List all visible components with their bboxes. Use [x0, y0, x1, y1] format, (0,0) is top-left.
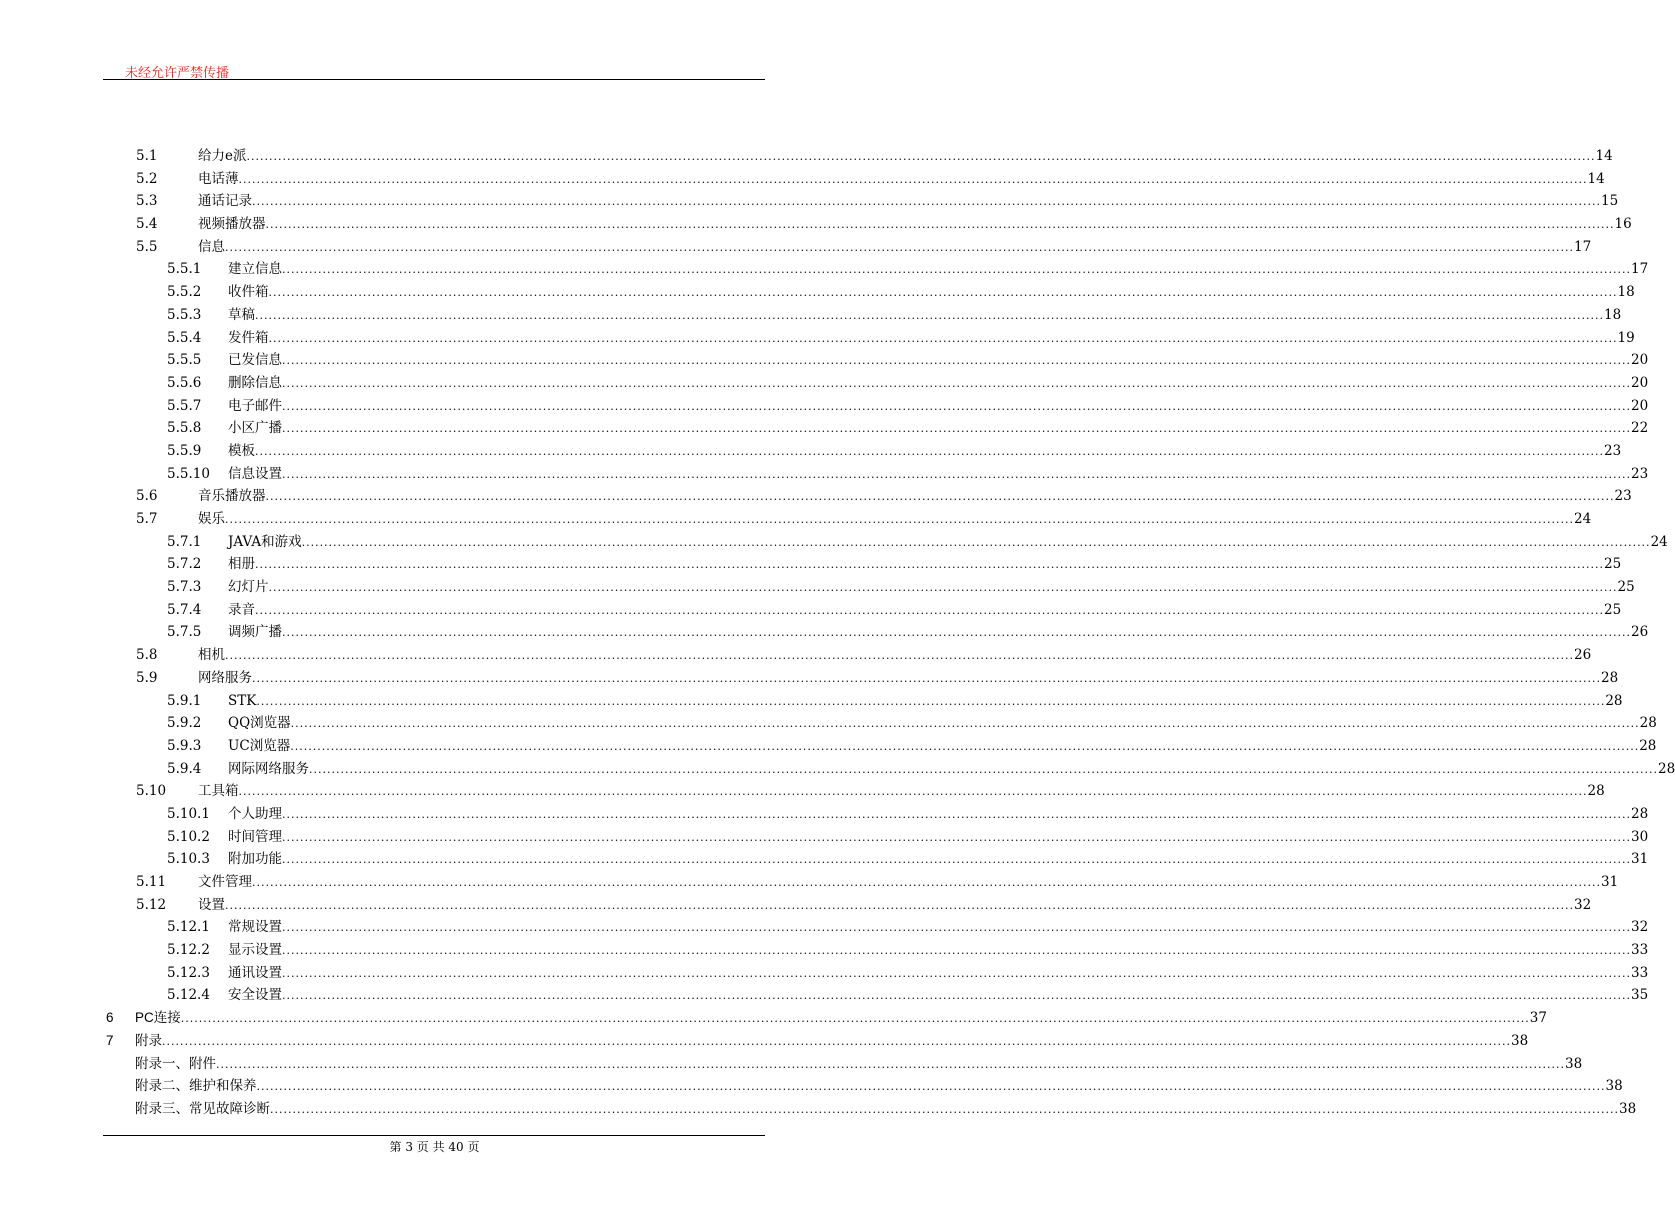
- toc-entry-page: 23: [1614, 488, 1632, 505]
- toc-entry-number: 5.7.2: [167, 556, 202, 573]
- toc-entry-title: 附录: [135, 1032, 162, 1048]
- toc-entry-page: 17: [1573, 238, 1592, 255]
- toc-entry-number: 5.5.4: [167, 329, 202, 346]
- toc-dot-leader: ............................................................................................................................................................................................................................................................................................................: [238, 172, 1588, 186]
- toc-entry-title: 幻灯片: [228, 579, 269, 596]
- toc-dot-leader: ............................................................................................................................................................................................................................................................................................................: [162, 1034, 1511, 1048]
- toc-entry-number: 5.12.4: [167, 987, 210, 1004]
- toc-entry[interactable]: [0, 236, 1592, 259]
- toc-entry-title: 收件箱: [228, 284, 269, 301]
- page-footer-text: 第 3 页 共 40 页: [389, 1140, 480, 1154]
- toc-entry-page: 38: [1605, 1078, 1623, 1095]
- toc-entry-title-line: [228, 962, 1649, 986]
- toc-dot-leader: ............................................................................................................................................................................................................................................................................................................: [255, 308, 1604, 322]
- toc-entry[interactable]: [0, 667, 1619, 690]
- toc-entry[interactable]: [0, 916, 1649, 939]
- toc-entry-page: 23: [1630, 465, 1649, 482]
- toc-dot-leader: ............................................................................................................................................................................................................................................................................................................: [225, 649, 1574, 663]
- toc-entry-number: 5.12.2: [167, 942, 210, 959]
- toc-dot-leader: ............................................................................................................................................................................................................................................................................................................: [225, 513, 1574, 526]
- toc-entry-title-line: [228, 599, 1622, 623]
- toc-entry-page: 25: [1603, 556, 1622, 573]
- toc-entry-page: 28: [1639, 715, 1657, 732]
- toc-entry[interactable]: [0, 644, 1592, 667]
- toc-entry-title-line: [198, 145, 1613, 169]
- toc-entry[interactable]: [0, 690, 1623, 713]
- toc-entry-page: 38: [1618, 1100, 1637, 1117]
- toc-entry-page: 26: [1630, 624, 1649, 641]
- toc-entry-title-line: [198, 236, 1592, 260]
- toc-entry-title: 音乐播放器: [198, 488, 266, 505]
- toc-dot-leader: ............................................................................................................................................................................................................................................................................................................: [268, 581, 1618, 595]
- toc-entry-title: 视频播放器: [198, 216, 266, 233]
- toc-dot-leader: ............................................................................................................................................................................................................................................................................................................: [246, 150, 1596, 163]
- toc-entry-title: 已发信息: [228, 352, 282, 369]
- toc-dot-leader: ............................................................................................................................................................................................................................................................................................................: [282, 853, 1631, 867]
- toc-entry-page: 14: [1595, 148, 1613, 164]
- toc-entry-title: 信息: [198, 238, 225, 255]
- toc-entry-number: 6: [106, 1010, 114, 1026]
- toc-entry-page: 24: [1650, 533, 1668, 550]
- toc-entry-number: 5.9.2: [167, 715, 202, 732]
- toc-entry-page: 17: [1630, 261, 1649, 278]
- toc-entry[interactable]: [0, 1075, 1623, 1098]
- toc-entry-number: 5.10: [136, 783, 167, 800]
- toc-entry-number: 5.7: [136, 511, 158, 527]
- toc-entry-title: 电话薄: [198, 170, 239, 187]
- toc-entry-title-line: [198, 871, 1619, 895]
- toc-dot-leader: ............................................................................................................................................................................................................................................................................................................: [255, 444, 1604, 458]
- toc-entry-title: 相册: [228, 556, 255, 573]
- toc-entry-title: 小区广播: [228, 420, 282, 437]
- toc-entry-title: 调频广播: [228, 624, 282, 641]
- toc-entry-title-line: [198, 644, 1592, 668]
- toc-entry-title-line: [198, 485, 1632, 509]
- toc-entry[interactable]: [0, 803, 1649, 826]
- toc-entry-number: 5.1: [136, 148, 158, 164]
- toc-entry[interactable]: [0, 553, 1622, 576]
- toc-dot-leader: ............................................................................................................................................................................................................................................................................................................: [238, 785, 1588, 799]
- toc-entry-number: 5.5.3: [167, 306, 202, 323]
- toc-entry-title-line: [228, 258, 1649, 282]
- toc-dot-leader: ............................................................................................................................................................................................................................................................................................................: [282, 944, 1631, 958]
- toc-entry-number: 5.5: [136, 238, 158, 255]
- toc-dot-leader: ............................................................................................................................................................................................................................................................................................................: [268, 331, 1618, 345]
- toc-entry[interactable]: [0, 1030, 1529, 1053]
- toc-entry-title-line: [228, 553, 1622, 577]
- toc-entry-title-line: [198, 168, 1605, 192]
- toc-entry-number: 5.5.2: [167, 284, 202, 301]
- toc-dot-leader: ............................................................................................................................................................................................................................................................................................................: [268, 286, 1618, 300]
- toc-entry-title: 信息设置: [228, 465, 282, 482]
- toc-entry-title: 通话记录: [198, 193, 252, 210]
- toc-entry-number: 5.5.8: [167, 420, 202, 437]
- toc-entry-title-line: [228, 939, 1649, 963]
- toc-entry-title: 模板: [228, 442, 255, 459]
- toc-entry-page: 20: [1630, 397, 1649, 414]
- toc-entry-number: 5.5.1: [167, 261, 202, 278]
- toc-dot-leader: ............................................................................................................................................................................................................................................................................................................: [282, 354, 1631, 368]
- toc-entry-title-line: [228, 690, 1623, 714]
- toc-entry-page: 32: [1573, 896, 1592, 913]
- toc-entry-page: 15: [1600, 193, 1619, 210]
- toc-dot-leader: ............................................................................................................................................................................................................................................................................................................: [255, 603, 1604, 617]
- toc-entry[interactable]: [0, 712, 1657, 735]
- toc-entry-number: 5.5.7: [167, 397, 202, 414]
- toc-entry-title-line: [228, 463, 1649, 487]
- toc-entry-number: 5.10.1: [167, 805, 210, 822]
- toc-entry-page: 32: [1630, 919, 1649, 936]
- toc-entry-title: JAVA和游戏: [228, 533, 302, 550]
- toc-entry-title-line: [228, 304, 1622, 328]
- toc-entry-page: 25: [1617, 579, 1635, 596]
- toc-entry-title-line: [228, 576, 1635, 600]
- toc-entry-title-line: [228, 440, 1622, 464]
- toc-entry-title-line: [228, 984, 1649, 1008]
- toc-entry-title-line: [228, 826, 1649, 850]
- toc-entry[interactable]: [0, 939, 1649, 962]
- toc-entry-title-line: [228, 327, 1635, 351]
- toc-entry-number: 5.11: [136, 874, 167, 890]
- toc-entry-number: 5.9.3: [167, 737, 202, 754]
- toc-entry-number: 5.5.5: [167, 352, 202, 369]
- toc-entry-title: 设置: [198, 896, 225, 913]
- toc-dot-leader: ............................................................................................................................................................................................................................................................................................................: [282, 376, 1631, 390]
- toc-entry-title: UC浏览器: [228, 737, 291, 754]
- toc-entry-number: 5.7.3: [167, 579, 202, 596]
- toc-entry[interactable]: [0, 395, 1649, 418]
- toc-entry-number: 5.9.1: [167, 692, 202, 709]
- toc-entry-number: 5.8: [136, 647, 158, 664]
- toc-entry-page: 18: [1603, 306, 1622, 323]
- toc-entry[interactable]: [0, 894, 1592, 917]
- toc-dot-leader: ............................................................................................................................................................................................................................................................................................................: [252, 195, 1601, 209]
- toc-entry-page: 33: [1630, 942, 1649, 959]
- footer-divider: [103, 1135, 765, 1136]
- toc-entry-title: PC连接: [135, 1010, 181, 1026]
- toc-entry-page: 28: [1605, 692, 1623, 709]
- toc-entry-number: 5.7.4: [167, 601, 202, 618]
- toc-entry-page: 30: [1630, 828, 1649, 845]
- toc-dot-leader: ............................................................................................................................................................................................................................................................................................................: [282, 921, 1631, 935]
- toc-entry-number: 5.12.3: [167, 964, 210, 981]
- toc-entry-title: 草稿: [228, 306, 255, 323]
- toc-entry-page: 28: [1587, 783, 1605, 800]
- toc-entry[interactable]: [0, 758, 1675, 781]
- toc-entry-number: 5.3: [136, 193, 158, 210]
- toc-dot-leader: ............................................................................................................................................................................................................................................................................................................: [225, 898, 1574, 912]
- toc-entry-page: 25: [1603, 601, 1622, 618]
- toc-dot-leader: ............................................................................................................................................................................................................................................................................................................: [282, 830, 1631, 844]
- toc-entry-title: 娱乐: [198, 511, 225, 527]
- toc-entry-page: 20: [1630, 352, 1649, 369]
- toc-entry[interactable]: [0, 258, 1649, 281]
- toc-entry[interactable]: [0, 349, 1649, 372]
- toc-entry-number: 5.7.1: [167, 533, 202, 550]
- toc-entry-title-line: [228, 621, 1649, 645]
- toc-entry-title: 文件管理: [198, 874, 252, 890]
- toc-entry-title: 发件箱: [228, 329, 269, 346]
- toc-entry-title: 个人助理: [228, 805, 282, 822]
- toc-dot-leader: ............................................................................................................................................................................................................................................................................................................: [252, 876, 1601, 889]
- toc-entry[interactable]: [0, 848, 1649, 871]
- toc-entry-title: 附加功能: [228, 851, 282, 868]
- toc-dot-leader: ............................................................................................................................................................................................................................................................................................................: [301, 535, 1651, 549]
- toc-entry-page: 38: [1564, 1055, 1583, 1072]
- toc-entry-page: 19: [1617, 329, 1635, 346]
- toc-entry-page: 38: [1510, 1032, 1529, 1049]
- toc-entry-page: 37: [1529, 1010, 1547, 1027]
- toc-dot-leader: ............................................................................................................................................................................................................................................................................................................: [270, 1102, 1619, 1116]
- toc-entry-page: 28: [1657, 760, 1675, 777]
- toc-entry[interactable]: [0, 168, 1605, 191]
- toc-entry[interactable]: [0, 1053, 1583, 1076]
- toc-entry-title: 附录一、附件: [135, 1055, 216, 1072]
- toc-dot-leader: ............................................................................................................................................................................................................................................................................................................: [216, 1057, 1565, 1071]
- toc-entry-page: 18: [1617, 284, 1635, 301]
- toc-dot-leader: ............................................................................................................................................................................................................................................................................................................: [309, 762, 1658, 776]
- toc-dot-leader: ............................................................................................................................................................................................................................................................................................................: [255, 558, 1604, 572]
- toc-entry-title-line: [228, 417, 1649, 441]
- toc-entry[interactable]: [0, 440, 1622, 463]
- toc-entry[interactable]: [0, 1007, 1547, 1030]
- toc-entry[interactable]: [0, 327, 1635, 350]
- toc-dot-leader: ............................................................................................................................................................................................................................................................................................................: [282, 467, 1631, 481]
- table-of-contents: [0, 145, 1675, 1121]
- toc-entry-title: 录音: [228, 601, 255, 618]
- toc-entry[interactable]: [0, 735, 1657, 758]
- toc-entry-title: 时间管理: [228, 828, 282, 845]
- toc-dot-leader: ............................................................................................................................................................................................................................................................................................................: [256, 694, 1606, 708]
- toc-entry[interactable]: [0, 576, 1635, 599]
- toc-dot-leader: ............................................................................................................................................................................................................................................................................................................: [265, 218, 1615, 232]
- toc-dot-leader: ............................................................................................................................................................................................................................................................................................................: [265, 490, 1615, 504]
- toc-entry-page: 26: [1573, 647, 1592, 664]
- toc-dot-leader: ............................................................................................................................................................................................................................................................................................................: [290, 739, 1640, 753]
- toc-entry-title-line: [135, 1053, 1583, 1077]
- toc-entry-page: 28: [1600, 669, 1619, 686]
- toc-entry-title: 电子邮件: [228, 397, 282, 414]
- toc-entry[interactable]: [0, 780, 1605, 803]
- toc-entry-title: 删除信息: [228, 374, 282, 391]
- toc-entry-title-line: [135, 1007, 1547, 1031]
- toc-entry[interactable]: [0, 145, 1613, 168]
- toc-entry[interactable]: [0, 304, 1622, 327]
- toc-entry-number: 7: [106, 1032, 114, 1048]
- toc-entry-title: 附录二、维护和保养: [135, 1078, 257, 1095]
- toc-entry-number: 5.5.9: [167, 442, 202, 459]
- toc-entry-number: 5.7.5: [167, 624, 202, 641]
- page-header-text: 未经允许严禁传播: [125, 66, 230, 81]
- toc-entry[interactable]: [0, 372, 1649, 395]
- toc-entry-page: 14: [1587, 170, 1605, 187]
- toc-entry-title: 常规设置: [228, 919, 282, 936]
- toc-entry[interactable]: [0, 281, 1635, 304]
- toc-entry-number: 5.6: [136, 488, 158, 505]
- toc-entry-title-line: [228, 349, 1649, 373]
- toc-entry[interactable]: [0, 984, 1649, 1007]
- toc-entry-title: 建立信息: [228, 261, 282, 278]
- toc-entry-page: 35: [1630, 987, 1649, 1004]
- toc-entry-page: 16: [1614, 216, 1632, 233]
- header-divider: [103, 79, 765, 80]
- toc-entry[interactable]: [0, 508, 1592, 531]
- toc-entry-title-line: [228, 281, 1635, 305]
- toc-entry-number: 5.5.6: [167, 374, 202, 391]
- toc-entry-title-line: [198, 894, 1592, 918]
- toc-entry-title: 显示设置: [228, 942, 282, 959]
- toc-entry-number: 5.12: [136, 896, 167, 913]
- toc-entry-title-line: [135, 1075, 1623, 1099]
- toc-entry-title-line: [198, 667, 1619, 691]
- toc-dot-leader: ............................................................................................................................................................................................................................................................................................................: [282, 626, 1631, 640]
- toc-dot-leader: ............................................................................................................................................................................................................................................................................................................: [256, 1080, 1606, 1094]
- toc-entry-title-line: [228, 758, 1675, 782]
- toc-dot-leader: ............................................................................................................................................................................................................................................................................................................: [282, 989, 1631, 1003]
- toc-entry-number: 5.10.3: [167, 851, 210, 868]
- toc-entry[interactable]: [0, 531, 1668, 554]
- toc-entry-title-line: [228, 735, 1657, 759]
- toc-entry-title-line: [228, 916, 1649, 940]
- toc-entry-title-line: [198, 780, 1605, 804]
- toc-entry-title-line: [198, 190, 1619, 214]
- toc-entry-title-line: [228, 372, 1649, 396]
- toc-entry-page: 31: [1600, 874, 1619, 890]
- toc-entry[interactable]: [0, 463, 1649, 486]
- toc-entry-title: 网际网络服务: [228, 760, 309, 777]
- toc-entry-title-line: [198, 508, 1592, 532]
- toc-dot-leader: ............................................................................................................................................................................................................................................................................................................: [282, 966, 1631, 980]
- toc-entry-title-line: [135, 1098, 1637, 1122]
- toc-entry-number: 5.12.1: [167, 919, 210, 936]
- toc-dot-leader: ............................................................................................................................................................................................................................................................................................................: [282, 263, 1631, 277]
- toc-entry-number: 5.2: [136, 170, 158, 187]
- toc-entry-number: 5.9: [136, 669, 158, 686]
- toc-entry-title-line: [228, 531, 1668, 555]
- toc-entry[interactable]: [0, 621, 1649, 644]
- toc-entry-page: 22: [1630, 420, 1649, 437]
- toc-entry-title: STK: [228, 692, 257, 709]
- toc-entry-title: 通讯设置: [228, 964, 282, 981]
- toc-entry-title-line: [198, 213, 1632, 237]
- toc-entry-page: 20: [1630, 374, 1649, 391]
- toc-entry[interactable]: [0, 485, 1632, 508]
- toc-dot-leader: ............................................................................................................................................................................................................................................................................................................: [290, 717, 1640, 731]
- toc-entry[interactable]: [0, 190, 1619, 213]
- toc-entry-page: 28: [1630, 805, 1649, 822]
- toc-entry[interactable]: [0, 417, 1649, 440]
- toc-entry-page: 23: [1603, 442, 1622, 459]
- toc-entry-title: 给力e派: [198, 148, 247, 164]
- toc-entry[interactable]: [0, 871, 1619, 894]
- toc-entry-number: 5.4: [136, 216, 158, 233]
- toc-entry[interactable]: [0, 599, 1622, 622]
- toc-entry-title: QQ浏览器: [228, 715, 291, 732]
- toc-entry[interactable]: [0, 962, 1649, 985]
- toc-entry-number: 5.5.10: [167, 465, 210, 482]
- toc-entry-page: 28: [1639, 737, 1657, 754]
- toc-entry[interactable]: [0, 213, 1632, 236]
- toc-entry-title: 相机: [198, 647, 225, 664]
- toc-entry-title: 安全设置: [228, 987, 282, 1004]
- toc-entry-page: 33: [1630, 964, 1649, 981]
- toc-entry-title-line: [228, 712, 1657, 736]
- toc-entry-title-line: [228, 395, 1649, 419]
- toc-dot-leader: ............................................................................................................................................................................................................................................................................................................: [180, 1012, 1530, 1026]
- toc-entry-number: 5.10.2: [167, 828, 210, 845]
- toc-dot-leader: ............................................................................................................................................................................................................................................................................................................: [282, 422, 1631, 436]
- toc-entry[interactable]: [0, 826, 1649, 849]
- toc-entry-title-line: [228, 848, 1649, 872]
- toc-entry-page: 31: [1630, 851, 1649, 868]
- toc-entry-title: 网络服务: [198, 669, 252, 686]
- toc-entry-number: 5.9.4: [167, 760, 202, 777]
- toc-entry-page: 24: [1573, 511, 1592, 527]
- toc-dot-leader: ............................................................................................................................................................................................................................................................................................................: [252, 671, 1601, 685]
- toc-entry-title: 工具箱: [198, 783, 239, 800]
- toc-dot-leader: ............................................................................................................................................................................................................................................................................................................: [282, 399, 1631, 413]
- toc-entry[interactable]: [0, 1098, 1637, 1121]
- toc-entry-title-line: [135, 1030, 1529, 1054]
- toc-dot-leader: ............................................................................................................................................................................................................................................................................................................: [225, 240, 1574, 254]
- toc-dot-leader: ............................................................................................................................................................................................................................................................................................................: [282, 807, 1631, 821]
- toc-entry-title-line: [228, 803, 1649, 827]
- toc-entry-title: 附录三、常见故障诊断: [135, 1100, 270, 1117]
